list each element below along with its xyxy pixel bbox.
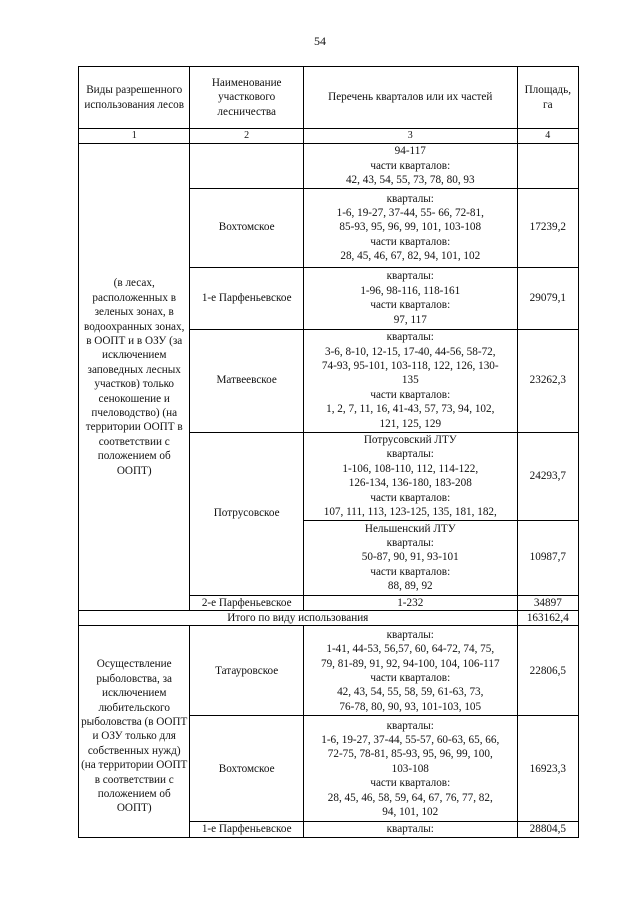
header-quarters: Перечень кварталов или их частей [303, 67, 517, 129]
table-row [79, 626, 579, 716]
column-number: 2 [190, 129, 303, 144]
quarters-line: Нельшенский ЛТУ [364, 522, 456, 535]
quarters-cell [303, 520, 517, 595]
quarters-line: 126-134, 136-180, 183-208 [348, 477, 472, 490]
quarters-cell [303, 595, 517, 610]
quarters-line: части кварталов: [370, 235, 451, 248]
quarters-line: 42, 43, 54, 55, 73, 78, 80, 93 [345, 174, 475, 187]
header-use-type: Виды разрешенного использования лесов [79, 67, 190, 129]
quarters-line: 3-6, 8-10, 12-15, 17-40, 44-56, 58-72, [324, 345, 496, 358]
header-row [79, 67, 579, 129]
quarters-line: Потрусовский ЛТУ [363, 433, 457, 446]
forest-use-table [78, 66, 579, 838]
area-cell: 34897 [517, 595, 578, 610]
quarters-cell [303, 716, 517, 822]
quarters-line: кварталы: [386, 192, 434, 205]
forestry-cell: Потрусовское [190, 432, 303, 595]
quarters-line: 74-93, 95-101, 103-118, 122, 126, 130- [321, 360, 499, 373]
use-type-cell: Осуществление рыболовства, за исключением любительского рыболовства (в ООПТ и ОЗУ только для собственных нужд) (на территории ООПТ в соответствии с положением об ООПТ) [79, 626, 190, 837]
forestry-cell: 2-е Парфеньевское [190, 595, 303, 610]
quarters-line: 97, 117 [393, 313, 427, 326]
quarters-line: части кварталов: [370, 159, 451, 172]
quarters-line: части кварталов: [370, 299, 451, 312]
area-cell: 24293,7 [517, 432, 578, 520]
quarters-line: кварталы: [386, 270, 434, 283]
quarters-line: кварталы: [386, 537, 434, 550]
quarters-line: кварталы: [386, 823, 434, 836]
column-number: 1 [79, 129, 190, 144]
forestry-cell: Вохтомское [190, 716, 303, 822]
quarters-line: 1-232 [397, 596, 424, 609]
page-number: 54 [314, 34, 326, 48]
use-type-cell: (в лесах, расположенных в зеленых зонах, в водоохранных зонах, в ООПТ и в ОЗУ (за исключением заповедных лесных участков) только сенокошение и пчеловодство) (на территории ООПТ в соответствии с положением об ООПТ) [79, 144, 190, 611]
quarters-line: 1-41, 44-53, 56,57, 60, 64-72, 74, 75, [326, 643, 495, 656]
area-cell: 17239,2 [517, 188, 578, 267]
quarters-line: кварталы: [386, 628, 434, 641]
quarters-line: кварталы: [386, 719, 434, 732]
quarters-cell [303, 267, 517, 329]
quarters-line: 76-78, 80, 90, 93, 101-103, 105 [339, 700, 482, 713]
column-number: 4 [517, 129, 578, 144]
quarters-line: 103-108 [391, 762, 429, 775]
quarters-line: 94-117 [394, 145, 426, 158]
column-number: 3 [303, 129, 517, 144]
quarters-cell [303, 626, 517, 716]
quarters-line: 1-6, 19-27, 37-44, 55- 66, 72-81, [336, 207, 484, 220]
quarters-line: кварталы: [386, 448, 434, 461]
quarters-line: 107, 111, 113, 123-125, 135, 181, 182, [323, 505, 497, 518]
quarters-line: части кварталов: [370, 388, 451, 401]
quarters-line: 72-75, 78-81, 85-93, 95, 96, 99, 100, [327, 748, 493, 761]
quarters-line: 85-93, 95, 96, 99, 101, 103-108 [339, 221, 482, 234]
table-row [79, 144, 579, 188]
quarters-line: 28, 45, 46, 58, 59, 64, 67, 76, 77, 82, [327, 791, 493, 804]
forestry-cell: 1-е Парфеньевское [190, 822, 303, 837]
forestry-cell: Вохтомское [190, 188, 303, 267]
quarters-line: 94, 101, 102 [382, 805, 439, 818]
header-area: Площадь, га [517, 67, 578, 129]
forestry-cell: Матвеевское [190, 329, 303, 432]
area-cell: 29079,1 [517, 267, 578, 329]
quarters-line: 79, 81-89, 91, 92, 94-100, 104, 106-117 [320, 657, 500, 670]
quarters-cell [303, 144, 517, 188]
area-cell: 10987,7 [517, 520, 578, 595]
quarters-line: кварталы: [386, 331, 434, 344]
quarters-line: части кварталов: [370, 777, 451, 790]
quarters-line: 1-96, 98-116, 118-161 [360, 284, 461, 297]
quarters-line: 1-6, 19-27, 37-44, 55-57, 60-63, 65, 66, [321, 733, 500, 746]
quarters-line: 28, 45, 46, 67, 82, 94, 101, 102 [340, 250, 481, 263]
quarters-line: 1-106, 108-110, 112, 114-122, [342, 462, 479, 475]
quarters-cell [303, 188, 517, 267]
area-cell: 28804,5 [517, 822, 578, 837]
quarters-line: 88, 89, 92 [387, 580, 433, 593]
area-cell: 16923,3 [517, 716, 578, 822]
quarters-line: 1, 2, 7, 11, 16, 41-43, 57, 73, 94, 102, [326, 403, 495, 416]
quarters-cell [303, 432, 517, 520]
quarters-line: 50-87, 90, 91, 93-101 [361, 551, 459, 564]
forestry-cell: Татауровское [190, 626, 303, 716]
quarters-cell [303, 822, 517, 837]
header-forestry: Наименование участкового лесничества [190, 67, 303, 129]
quarters-line: части кварталов: [370, 491, 451, 504]
area-cell [517, 144, 578, 188]
quarters-line: части кварталов: [370, 671, 451, 684]
area-cell: 22806,5 [517, 626, 578, 716]
total-value: 163162,4 [517, 611, 578, 626]
quarters-line: части кварталов: [370, 565, 451, 578]
total-row [79, 611, 579, 626]
quarters-line: 42, 43, 54, 55, 58, 59, 61-63, 73, [337, 686, 484, 699]
area-cell: 23262,3 [517, 329, 578, 432]
total-label: Итого по виду использования [79, 611, 518, 626]
quarters-cell [303, 329, 517, 432]
forestry-cell [190, 144, 303, 188]
column-number-row [79, 129, 579, 144]
quarters-line: 135 [401, 374, 419, 387]
forestry-cell: 1-е Парфеньевское [190, 267, 303, 329]
quarters-line: 121, 125, 129 [379, 417, 442, 430]
